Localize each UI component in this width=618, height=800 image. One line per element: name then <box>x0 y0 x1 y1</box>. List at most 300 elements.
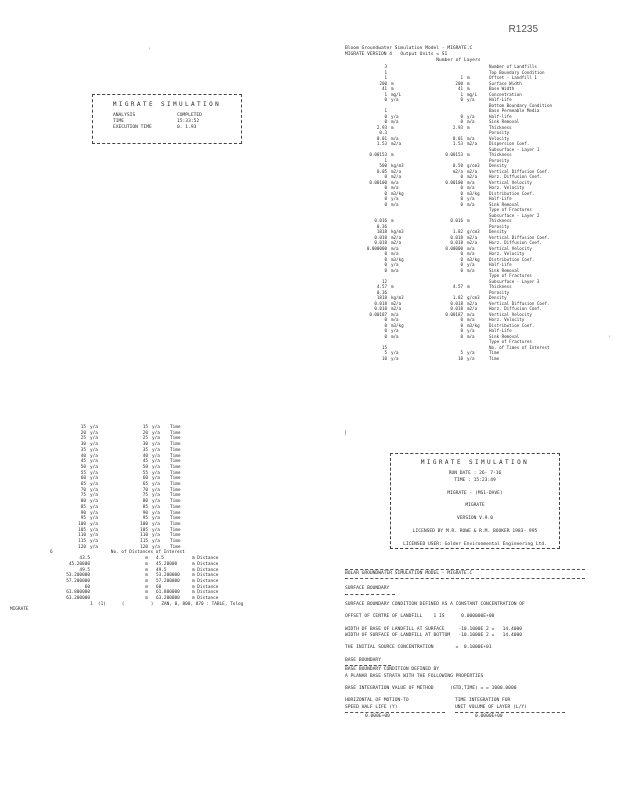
col2-value: 0.0000E+00 <box>475 714 503 720</box>
parameter-cell: 10 <box>381 355 387 361</box>
parameter-cell: m/a <box>391 179 399 185</box>
divider <box>345 569 585 570</box>
time-cell: Time <box>170 464 181 470</box>
time-cell: Time <box>170 499 181 505</box>
parameter-cell: Offset - Landfill 1 <box>489 75 537 80</box>
license-line: RUN DATE : 26- 7-16 <box>448 471 502 477</box>
parameter-cell: y/a <box>391 328 399 333</box>
parameter-cell: m <box>391 124 394 130</box>
time-cell: 80 <box>142 499 148 505</box>
parameter-cell: 500 <box>379 163 387 168</box>
license-line: TIME : 15:23:49 <box>454 477 496 483</box>
scan-mark: · <box>148 46 152 52</box>
time-cell: Time <box>170 425 181 430</box>
parameter-cell: Sink Removal <box>489 267 520 273</box>
parameter-cell: Type of Fractures <box>489 207 532 212</box>
parameter-cell: m2/a <box>467 306 478 311</box>
parameter-cell: m/a <box>467 201 475 207</box>
time-cell: y/a <box>90 470 98 476</box>
time-cell: 85 <box>80 504 86 510</box>
time-cell: y/a <box>90 425 98 430</box>
time-cell: Time <box>170 493 181 499</box>
col1-value: 0.000E+00 <box>365 714 390 720</box>
col2-heading-1: TIME INTEGRATION FOR <box>455 698 511 704</box>
parameter-cell: 15 <box>381 344 387 350</box>
time-cell: y/a <box>152 521 160 527</box>
parameter-cell: Subsurface - Layer 3 <box>489 278 540 284</box>
parameter-cell: 0 <box>460 196 463 201</box>
parameter-cell: 0.018 <box>374 234 387 240</box>
distance-cell: 53.200000 <box>156 573 180 579</box>
distances-list <box>50 556 310 602</box>
status-value: COMPLETED <box>177 113 202 118</box>
parameter-cell: 1 <box>384 69 387 75</box>
time-cell: y/a <box>152 442 160 448</box>
parameter-cell: Sink Removal <box>489 201 520 207</box>
time-cell: 35 <box>80 447 86 453</box>
parameter-cell: Subsurface - Layer 1 <box>489 146 540 152</box>
time-cell: 60 <box>142 476 148 482</box>
col1-heading-2: SPEED HALF LIFE (Y) <box>345 704 398 710</box>
parameter-cell: 0.016 <box>374 218 387 223</box>
distance-cell: 63.200000 <box>156 596 180 602</box>
simulation-status-box <box>92 94 242 144</box>
time-cell: y/a <box>152 425 160 430</box>
time-cell: 100 <box>140 521 148 527</box>
distance-cell: 60 <box>156 584 162 590</box>
time-cell: y/a <box>152 470 160 476</box>
parameter-cell: kg/m3 <box>391 163 404 168</box>
status-key: ANALYSIS <box>113 113 136 118</box>
parameter-cell: Porosity <box>489 130 510 135</box>
parameter-cell: 0.018 <box>450 234 463 240</box>
parameter-cell: Base Permeable Media <box>489 108 540 113</box>
parameter-cell: m <box>391 80 394 86</box>
time-cell: y/a <box>90 521 98 527</box>
parameter-cell: 0.00100 <box>369 179 387 185</box>
time-cell: 65 <box>142 482 148 488</box>
parameter-cell: Porosity <box>489 223 510 229</box>
parameter-cell: Density <box>489 229 507 234</box>
time-cell: y/a <box>90 510 98 516</box>
parameter-cell: Vertical Diffusion Coef. <box>489 168 550 174</box>
time-cell: y/a <box>90 539 98 545</box>
parameter-cell: y/a <box>391 350 399 355</box>
scan-mark: | <box>344 430 348 436</box>
time-cell: 15 <box>80 425 86 430</box>
parameter-cell: y/a <box>391 97 399 102</box>
parameter-cell: Half-Life <box>489 262 512 267</box>
time-cell: y/a <box>90 533 98 539</box>
parameter-cell: m/a <box>391 135 399 141</box>
parameter-cell: Thickness <box>489 218 512 223</box>
parameter-cell: 0 <box>384 196 387 201</box>
parameter-cell: 0.018 <box>450 300 463 306</box>
time-cell: 85 <box>142 504 148 510</box>
parameter-cell: m2/a <box>467 234 478 240</box>
parameter-cell: 0.000000 <box>366 245 387 251</box>
parameter-cell: 0 <box>384 328 387 333</box>
parameter-cell: Density <box>489 295 507 300</box>
time-cell: y/a <box>152 464 160 470</box>
parameter-cell: Horz. Velocity <box>489 251 525 256</box>
surface-boundary-desc: SURFACE BOUNDARY CONDITION DEFINED AS A CONSTANT CONCENTRATION OF <box>345 601 525 607</box>
distance-cell: 61.800000 <box>156 590 180 596</box>
time-cell: y/a <box>90 476 98 482</box>
parameter-cell: m <box>467 80 470 86</box>
status-title: MIGRATE SIMULATION <box>112 101 222 108</box>
parameter-cell: 1 <box>384 91 387 97</box>
parameter-cell: 1.53 <box>452 141 463 146</box>
parameter-cell: y/a <box>467 97 475 102</box>
parameter-cell: Sink Removal <box>489 333 520 339</box>
license-line: VERSION V.9.0 <box>457 516 493 522</box>
time-cell: Time <box>170 516 181 522</box>
time-cell: y/a <box>90 464 98 470</box>
parameter-cell: 200 <box>455 80 463 86</box>
parameter-cell: 4.57 <box>376 284 387 289</box>
parameter-cell: m/a <box>467 179 475 185</box>
distance-cell: m Distance <box>192 590 219 596</box>
time-cell: y/a <box>152 539 160 545</box>
parameter-cell: 41 <box>381 86 387 91</box>
time-cell: y/a <box>90 482 98 488</box>
distances-header: 6 No. of Distances of Interest <box>50 550 185 556</box>
parameter-cell: Half-Life <box>489 328 512 333</box>
status-value: 0. 1.93 <box>177 125 197 130</box>
distance-cell: m <box>145 573 148 579</box>
parameter-cell: m <box>391 284 394 289</box>
parameter-cell: Horz. Diffusion Coef. <box>489 240 542 245</box>
parameter-cell: 0.05 <box>376 168 387 174</box>
time-cell: y/a <box>90 487 98 493</box>
listing-footer: 1 (1) ( ) ZAN, 0, 800, 870 : TABLE, Tolog <box>90 601 244 607</box>
time-cell: y/a <box>90 516 98 522</box>
time-cell: 50 <box>80 464 86 470</box>
parameter-cell: 0.01 <box>376 135 387 141</box>
time-cell: 100 <box>78 521 86 527</box>
parameter-cell: 0 <box>460 185 463 190</box>
parameter-header-line: MIGRATE VERSION 4 Output Units = SI <box>345 52 448 57</box>
time-cell: Time <box>170 436 181 442</box>
time-cell: y/a <box>152 476 160 482</box>
parameter-cell: 10 <box>457 355 463 361</box>
parameter-cell: 0.00153 <box>445 152 463 157</box>
listing-footer-left: MIGRATE <box>10 607 29 613</box>
parameter-cell: m <box>467 152 470 157</box>
parameter-cell: m3/kg <box>391 322 404 328</box>
parameter-cell: 1818 <box>376 295 387 300</box>
time-cell: y/a <box>90 499 98 505</box>
time-cell: 70 <box>142 487 148 493</box>
parameter-cell: 0 <box>460 333 463 339</box>
times-of-interest-listing <box>10 425 310 613</box>
parameter-cell: 1 <box>384 108 387 113</box>
parameter-cell: 0 <box>460 328 463 333</box>
time-cell: Time <box>170 470 181 476</box>
parameter-cell: Thickness <box>489 284 512 289</box>
time-cell: 80 <box>80 499 86 505</box>
status-rows <box>99 113 235 131</box>
result-columns <box>345 698 605 720</box>
time-cell: 90 <box>80 510 86 516</box>
parameter-table <box>345 64 552 361</box>
parameter-cell: m2/a <box>467 240 478 245</box>
parameter-cell: m <box>467 124 470 130</box>
parameter-cell: 1818 <box>376 229 387 234</box>
time-cell: 90 <box>142 510 148 516</box>
time-cell: 75 <box>80 493 86 499</box>
parameter-cell: m/a <box>467 333 475 339</box>
time-cell: Time <box>170 430 181 436</box>
parameter-cell: m2/a <box>452 168 463 174</box>
parameter-cell: m/a <box>467 185 475 190</box>
parameter-cell: kg/m3 <box>391 295 404 300</box>
time-cell: 105 <box>140 527 148 533</box>
time-cell: 115 <box>78 539 86 545</box>
parameter-cell: 0 <box>460 190 463 196</box>
distance-cell: 57.200000 <box>156 578 180 584</box>
parameter-cell: Time <box>489 350 500 355</box>
parameter-cell: m2/a <box>391 240 402 245</box>
parameter-cell: Vertical Diffusion Coef. <box>489 300 550 306</box>
time-cell: y/a <box>152 533 160 539</box>
parameter-cell: Surface Width <box>489 80 522 86</box>
parameter-cell: m/a <box>467 135 475 141</box>
time-cell: y/a <box>152 499 160 505</box>
time-cell: Time <box>170 459 181 465</box>
distance-cell: m <box>145 567 148 573</box>
parameter-cell: y/a <box>467 355 475 361</box>
distance-cell: m Distance <box>192 573 219 579</box>
license-box <box>390 453 560 549</box>
parameter-cell: Time <box>489 355 500 361</box>
time-cell: 120 <box>140 544 148 550</box>
status-key: TIME <box>113 119 125 124</box>
parameter-cell: y/a <box>467 196 475 201</box>
divider <box>345 712 445 713</box>
time-cell: 40 <box>80 453 86 459</box>
parameter-cell: Vertical Diffusion Coef. <box>489 234 550 240</box>
parameter-cell: m3/kg <box>391 256 404 262</box>
parameter-cell: y/a <box>391 355 399 361</box>
parameter-cell: 0 <box>384 185 387 190</box>
parameter-cell: m <box>391 86 394 91</box>
parameter-cell: 5 <box>460 350 463 355</box>
time-cell: Time <box>170 527 181 533</box>
parameter-header-line: Bloom Groundwater Simulation Model - MIGRATE.C <box>345 46 473 51</box>
parameter-cell: 0.00100 <box>445 179 463 185</box>
parameter-cell: y/a <box>391 262 399 267</box>
parameter-cell: Base Width <box>489 86 515 91</box>
parameter-cell: m/a <box>467 267 475 273</box>
parameter-cell: Horz. Diffusion Coef. <box>489 174 542 179</box>
time-cell: 50 <box>142 464 148 470</box>
parameter-cell: 0 <box>384 262 387 267</box>
time-cell: 55 <box>142 470 148 476</box>
parameter-cell: 0.018 <box>374 300 387 306</box>
time-cell: 15 <box>142 425 148 430</box>
parameter-cell: 0 <box>460 262 463 267</box>
parameter-cell: 0 <box>384 333 387 339</box>
parameter-cell: 5 <box>384 350 387 355</box>
parameter-cell: 1 <box>460 75 463 80</box>
simulation-report <box>345 568 605 721</box>
parameter-cell: g/cm3 <box>467 229 480 234</box>
distance-cell: 4.5 <box>156 556 164 562</box>
parameter-cell: Concentration <box>489 91 522 97</box>
time-cell: Time <box>170 453 181 459</box>
time-cell: Time <box>170 544 181 550</box>
parameter-cell: 200 <box>379 80 387 86</box>
offset-line: OFFSET OF CENTRE OF LANDFILL 1 IS 0.000000E+00 <box>345 614 495 620</box>
time-cell: y/a <box>90 527 98 533</box>
parameter-cell: y/a <box>467 328 475 333</box>
parameter-cell: 0 <box>460 97 463 102</box>
parameter-cell: 1 <box>384 75 387 80</box>
parameter-cell: Half-life <box>489 113 512 119</box>
status-key: EXECUTION TIME <box>113 125 152 130</box>
width-base-line: WIDTH OF SURFACE OF LANDFILL AT BOTTOM -10.1000E 2 = 14.4000 <box>345 633 523 639</box>
parameter-cell: Top Boundary Condition <box>489 69 545 75</box>
time-cell: 120 <box>78 544 86 550</box>
time-cell: Time <box>170 521 181 527</box>
time-cell: Time <box>170 476 181 482</box>
license-title: MIGRATE SIMULATION <box>420 459 530 466</box>
parameter-cell: 0 <box>460 317 463 322</box>
time-cell: y/a <box>152 453 160 459</box>
parameter-cell: 0 <box>384 97 387 102</box>
parameter-cell: 0.00187 <box>445 311 463 317</box>
time-cell: y/a <box>152 510 160 516</box>
license-line: MIGRATE <box>465 503 485 509</box>
parameter-cell: Subsurface - Layer 2 <box>489 212 540 218</box>
parameter-cell: 0 <box>384 322 387 328</box>
time-cell: 75 <box>142 493 148 499</box>
parameter-cell: Half-Life <box>489 97 512 102</box>
parameter-cell: Porosity <box>489 289 510 295</box>
parameter-cell: 0.01 <box>452 135 463 141</box>
time-cell: 30 <box>80 442 86 448</box>
parameter-cell: Horz. Velocity <box>489 317 525 322</box>
parameter-cell: y/a <box>467 350 475 355</box>
time-cell: y/a <box>90 459 98 465</box>
parameter-cell: 0 <box>460 113 463 119</box>
time-cell: y/a <box>90 453 98 459</box>
parameter-cell: 0 <box>384 256 387 262</box>
parameter-cell: 0 <box>384 267 387 273</box>
parameter-cell: m/a <box>391 185 399 190</box>
base-boundary-desc-2: A PLANAR BASE STRATA WITH THE FOLLOWING PROPERTIES <box>345 673 484 679</box>
parameter-cell: y/a <box>391 196 399 201</box>
distance-cell: 45.20000 <box>68 561 90 567</box>
surface-boundary-heading: SURFACE BOUNDARY <box>345 586 390 592</box>
base-integration-line: BASE INTEGRATION VALUE OF METHOD (GTD,TIME) = = 1000.0000 <box>345 686 517 692</box>
parameter-cell: 1.82 <box>452 229 463 234</box>
time-cell: y/a <box>152 544 160 550</box>
parameter-cell: g/cm3 <box>467 295 480 300</box>
distance-cell: m <box>145 584 148 590</box>
parameter-cell: 41 <box>457 86 463 91</box>
parameter-cell: 0.50 <box>452 163 463 168</box>
time-cell: 35 <box>142 447 148 453</box>
time-cell: 40 <box>142 453 148 459</box>
distance-cell: 53.200000 <box>66 573 90 579</box>
input-parameter-listing <box>345 46 595 361</box>
time-cell: 115 <box>140 539 148 545</box>
time-cell: Time <box>170 447 181 453</box>
time-cell: 95 <box>80 516 86 522</box>
parameter-cell: mg/L <box>467 91 478 97</box>
time-cell: y/a <box>152 527 160 533</box>
distance-cell: 49.5 <box>79 567 90 573</box>
parameter-cell: 3 <box>384 64 387 69</box>
parameter-cell: 1 <box>460 91 463 97</box>
report-title: BOLAR GROUNDWATER SIMULATION MODEL - MIGRATE.C <box>345 571 473 576</box>
time-cell: y/a <box>90 493 98 499</box>
status-row <box>99 125 235 131</box>
time-cell: 55 <box>80 470 86 476</box>
distance-cell: m Distance <box>192 561 219 567</box>
parameter-cell: Vertical Velocity <box>489 311 532 317</box>
time-cell: 25 <box>80 436 86 442</box>
parameter-cell: Sink Removal <box>489 119 520 124</box>
parameter-cell: Distribution Coef. <box>489 190 535 196</box>
parameter-cell: Vertical Velocity <box>489 245 532 251</box>
parameter-cell: m/a <box>391 311 399 317</box>
parameter-cell: kg/m3 <box>391 229 404 234</box>
parameter-cell: m2/a <box>467 141 478 146</box>
parameter-cell: 1.53 <box>376 141 387 146</box>
parameter-cell: m <box>391 152 394 157</box>
parameter-cell: 0.018 <box>450 306 463 311</box>
parameter-cell: Bottom Boundary Condition <box>489 102 553 108</box>
time-cell: Time <box>170 510 181 516</box>
parameter-cell: 0 <box>384 113 387 119</box>
parameter-cell: 1 <box>384 157 387 163</box>
parameter-cell: 0.3 <box>379 130 387 135</box>
parameter-cell: 0.016 <box>450 218 463 223</box>
parameter-cell: m <box>467 284 470 289</box>
parameter-cell: y/a <box>467 113 475 119</box>
time-cell: y/a <box>152 447 160 453</box>
distance-cell: m Distance <box>192 596 219 602</box>
time-cell: 30 <box>142 442 148 448</box>
parameter-cell: Porosity <box>489 157 510 163</box>
distance-cell: 61.800000 <box>66 590 90 596</box>
time-cell: y/a <box>152 516 160 522</box>
time-cell: Time <box>170 442 181 448</box>
parameter-cell: m2/a <box>467 300 478 306</box>
distance-cell: m <box>145 578 148 584</box>
time-cell: 65 <box>80 482 86 488</box>
parameter-cell: Half-Life <box>489 196 512 201</box>
time-cell: Time <box>170 539 181 545</box>
col1-heading-1: HORIZONTAL OF MOTION-TO <box>345 698 409 704</box>
col2-heading-2: UNIT VOLUME OF LAYER (L/Y) <box>455 704 527 710</box>
distance-cell: 57.200000 <box>66 578 90 584</box>
base-boundary-heading: BASE BOUNDARY <box>345 657 381 663</box>
distance-cell: 63.200000 <box>66 596 90 602</box>
parameter-cell: m2/a <box>467 168 478 174</box>
parameter-cell: m/a <box>467 311 475 317</box>
parameter-cell: 0.36 <box>376 223 387 229</box>
time-cell: 60 <box>80 476 86 482</box>
parameter-cell: 0.018 <box>374 306 387 311</box>
parameter-cell: m/a <box>391 245 399 251</box>
scan-mark: · <box>608 334 612 340</box>
license-line: MIGRATE - (MS1-DAVE) <box>447 490 503 496</box>
